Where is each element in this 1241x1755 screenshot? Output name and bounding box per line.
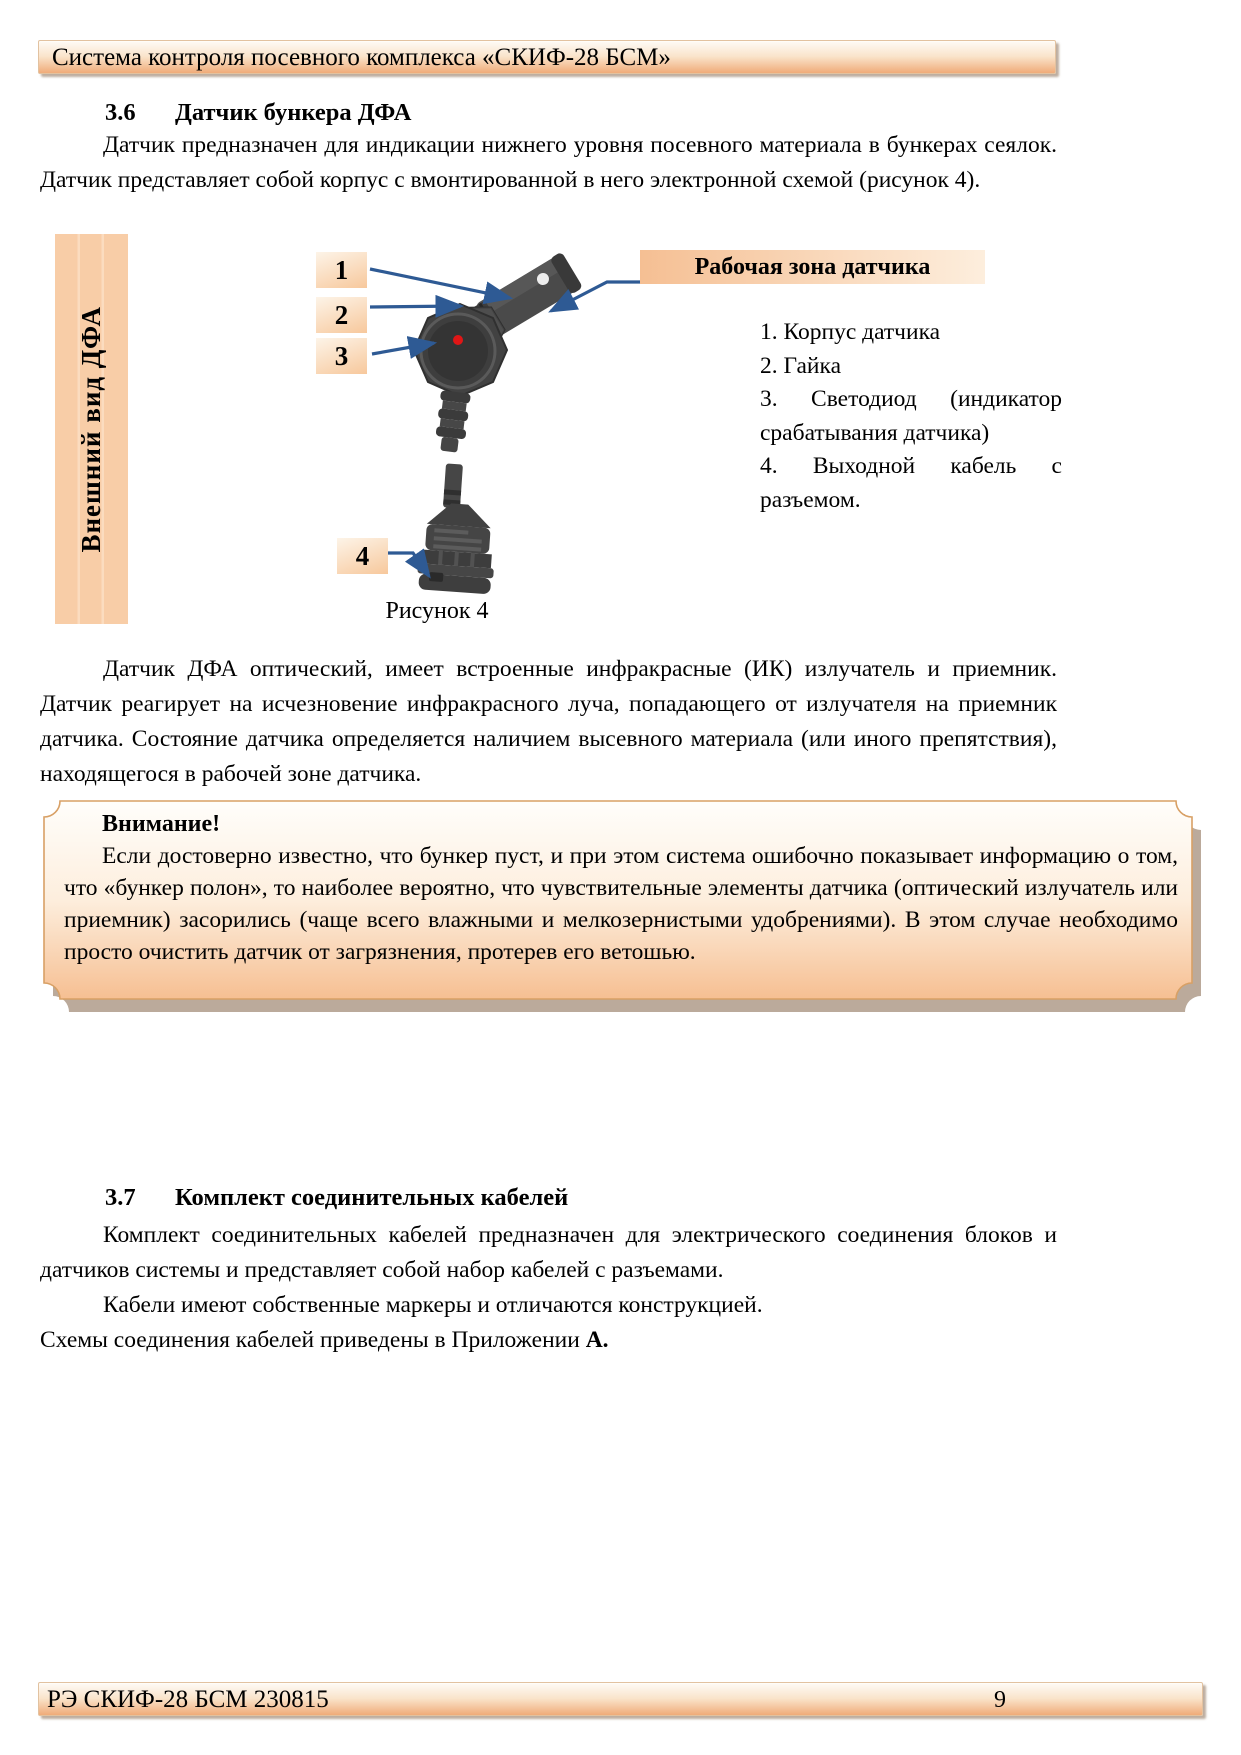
section-title: Датчик бункера ДФА: [175, 99, 412, 126]
optical-paragraph: Датчик ДФА оптический, имеет встроенные инфракрасные (ИК) излучатель и приемник. Датчик реагирует на исчезновение инфракрасного луча, попадающего от излучателя на приемник датчика. Состояние датчика определяется наличием высевного материала (или иного препятствия), находящегося в рабочей зоне датчика.: [40, 656, 1057, 787]
attention-text: Если достоверно известно, что бункер пуст, и при этом система ошибочно показывает информацию о том, что «бункер полон», то наиболее вероятно, что чувствительные элементы датчика (оптический излучатель или приемник) засорились (чаще всего влажными и мелкозернистыми удобрениями). В этом случае необходимо просто очистить датчик от загрязнения, протерев его ветошью.: [64, 843, 1178, 965]
cable-segment: [443, 463, 463, 508]
section-3-7-paragraph-3: [40, 1323, 1057, 1358]
legend-item-2: 2. Гайка: [760, 352, 841, 379]
legend-item-3: 3. Светодиод (индикатор срабатывания датчика): [760, 386, 1062, 446]
callout-arrow-2: [370, 306, 461, 307]
working-zone-label: Рабочая зона датчика: [640, 250, 985, 284]
section-3-6-paragraph: Датчик предназначен для индикации нижнего уровня посевного материала в бункерах сеялок. Датчик представляет собой корпус с вмонтированной в него электронной схемой (рисунок 4).: [40, 132, 1057, 193]
page-number: 9: [994, 1687, 1006, 1713]
figure-side-label: Внешний вид ДФА: [76, 305, 106, 553]
sensor-illustration: [330, 224, 670, 596]
legend-item-1: 1. Корпус датчика: [760, 319, 941, 345]
appendix-reference-text: Схемы соединения кабелей приведены в Приложении: [40, 1327, 586, 1353]
figure-side-strip: [55, 234, 128, 624]
page-header-bar: [38, 40, 1056, 74]
section-3-6-heading: [105, 99, 411, 127]
section-3-7-paragraph-1: Комплект соединительных кабелей предназначен для электрического соединения блоков и датчиков системы и представляет собой набор кабелей с разъемами.: [40, 1222, 1057, 1283]
section-number: 3.7: [105, 1184, 136, 1211]
cable-strain-relief: [434, 390, 471, 453]
section-number: 3.6: [105, 99, 136, 126]
footer-doc-id: РЭ СКИФ-28 БСМ 230815: [47, 1686, 329, 1713]
attention-box: [42, 799, 1210, 1017]
page-footer-bar: [38, 1682, 1203, 1716]
callout-arrow-1: [370, 269, 510, 298]
attention-content: [64, 808, 1178, 968]
document-title: Система контроля посевного комплекса «СКИФ-28 БСМ»: [52, 44, 671, 71]
figure-caption: Рисунок 4: [385, 598, 489, 624]
sensor-face: [414, 304, 507, 396]
led-dot: [453, 335, 463, 345]
callout-2: 2: [316, 297, 367, 333]
callout-1: 1: [316, 252, 367, 288]
appendix-reference-letter: А.: [585, 1327, 609, 1353]
callout-3: 3: [316, 338, 367, 374]
section-title: Комплект соединительных кабелей: [175, 1184, 569, 1211]
cable-connector: [416, 501, 498, 594]
section-3-7-paragraph-2: Кабели имеют собственные маркеры и отличаются конструкцией.: [103, 1292, 763, 1318]
callout-4: 4: [337, 538, 388, 574]
legend-item-4: 4. Выходной кабель с разъемом.: [760, 453, 1062, 513]
figure-legend: [760, 316, 1062, 517]
attention-title: Внимание!: [102, 811, 221, 837]
section-3-7-heading: [105, 1184, 568, 1212]
